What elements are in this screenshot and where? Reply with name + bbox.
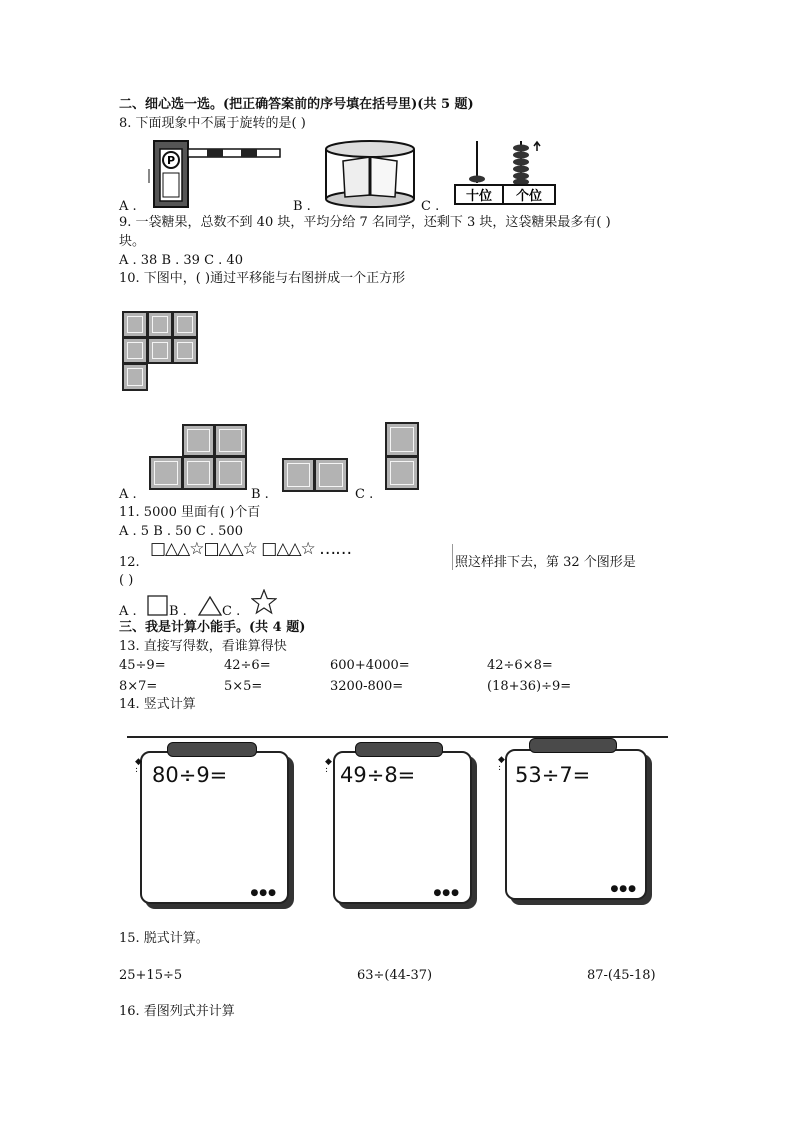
q13-expr-8: (18+36)÷9= [487, 679, 572, 694]
q13-expr-3: 600+4000= [330, 658, 410, 673]
q12-option-a-label: A . [119, 604, 137, 619]
q13-expr-2: 42÷6= [224, 658, 271, 673]
q13-expr-5: 8×7= [119, 679, 158, 694]
section-3-heading: 三、我是计算小能手。(共 4 题) [119, 620, 306, 635]
q8-option-b-label: B . [293, 199, 311, 214]
q10-target-figure [122, 311, 200, 393]
division-card-1 [140, 751, 289, 904]
q10-option-c-label: C . [355, 487, 374, 502]
question-9-line-2: 块。 [119, 234, 146, 249]
abacus-ones-label: 个位 [515, 189, 543, 204]
q10-option-a-label: A . [119, 487, 137, 502]
q15-expr-2: 63÷(44-37) [357, 968, 433, 983]
section-2-heading: 二、细心选一选。(把正确答案前的序号填在括号里)(共 5 题) [119, 97, 474, 112]
question-16: 16. 看图列式并计算 [119, 1004, 235, 1019]
question-14: 14. 竖式计算 [119, 697, 196, 712]
question-12-answer-paren: ( ) [119, 573, 134, 588]
question-10: 10. 下图中，( )通过平移能与右图拼成一个正方形 [119, 271, 406, 286]
q13-expr-1: 45÷9= [119, 658, 166, 673]
card-1-pin: ◆ : [135, 757, 142, 775]
q13-expr-7: 3200-800= [330, 679, 404, 694]
q12-option-b-label: B . [169, 604, 187, 619]
card-dots: ●●● [433, 888, 460, 898]
q10-option-c-figure [385, 422, 420, 490]
square-shape-icon [147, 595, 169, 617]
card-2-pin: ◆ : [325, 757, 332, 775]
question-12-text: 照这样排下去，第 32 个图形是 [455, 555, 636, 570]
card-3-expression: 53÷7= [515, 763, 591, 787]
card-dots: ●●● [610, 884, 637, 894]
q15-expr-1: 25+15÷5 [119, 968, 183, 983]
card-1-expression: 80÷9= [152, 763, 228, 787]
q10-option-b-label: B . [251, 487, 269, 502]
division-card-3 [505, 749, 647, 900]
question-11: 11. 5000 里面有( )个百 [119, 505, 261, 520]
q12-shape-pattern: □△△☆□△△☆ □△△☆ …… [150, 539, 352, 559]
q12-divider [452, 544, 454, 570]
star-shape-icon [251, 589, 277, 615]
abacus-tens-label: 十位 [465, 189, 493, 204]
card-dots: ●●● [250, 888, 277, 898]
card-2-expression: 49÷8= [340, 763, 416, 787]
card-3-clip [529, 738, 617, 753]
question-9-options: A . 38 B . 39 C . 40 [119, 253, 243, 268]
question-13: 13. 直接写得数，看谁算得快 [119, 639, 287, 654]
abacus-image [453, 137, 557, 205]
q10-option-a-figure [149, 424, 249, 490]
question-9: 9. 一袋糖果，总数不到 40 块，平均分给 7 名同学，还剩下 3 块，这袋糖果最多有( ) [119, 215, 611, 230]
card-2-clip [355, 742, 443, 757]
triangle-shape-icon [198, 596, 222, 616]
q15-expr-3: 87-(45-18) [587, 968, 656, 983]
parking-barrier-image [147, 139, 283, 209]
q13-expr-6: 5×5= [224, 679, 263, 694]
q8-option-c-label: C . [421, 199, 440, 214]
question-15: 15. 脱式计算。 [119, 931, 209, 946]
q8-option-a-label: A . [119, 199, 137, 214]
question-8: 8. 下面现象中不属于旋转的是( ) [119, 116, 306, 131]
revolving-door-image [323, 139, 418, 209]
division-card-2 [333, 751, 472, 904]
q10-option-b-figure [282, 458, 348, 492]
svg-text:P: P [166, 154, 176, 167]
question-11-options: A . 5 B . 50 C . 500 [119, 524, 243, 539]
question-12-number: 12. [119, 555, 140, 570]
q13-expr-4: 42÷6×8= [487, 658, 553, 673]
card-1-clip [167, 742, 257, 757]
card-3-pin: ◆ : [498, 755, 505, 773]
q12-option-c-label: C . [222, 604, 241, 619]
